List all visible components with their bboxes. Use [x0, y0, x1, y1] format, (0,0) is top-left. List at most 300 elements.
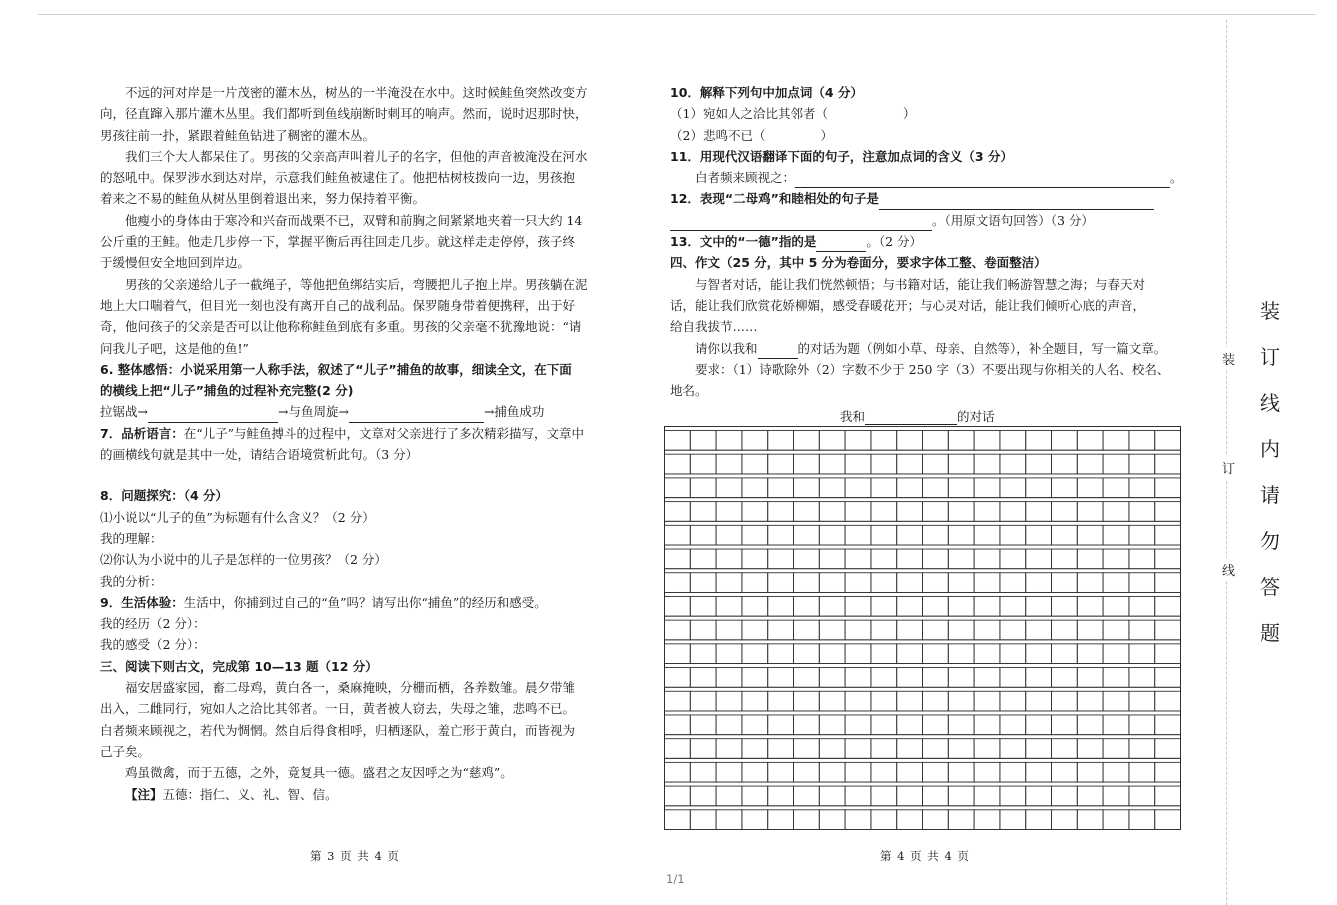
- grid-cell[interactable]: [948, 454, 974, 474]
- grid-cell[interactable]: [845, 810, 871, 830]
- grid-cell[interactable]: [923, 573, 949, 593]
- grid-cell[interactable]: [871, 454, 897, 474]
- grid-cell[interactable]: [948, 478, 974, 498]
- grid-cell[interactable]: [819, 739, 845, 759]
- grid-cell[interactable]: [794, 525, 820, 545]
- grid-cell[interactable]: [1129, 431, 1155, 451]
- grid-cell[interactable]: [1026, 644, 1052, 664]
- grid-cell[interactable]: [1103, 454, 1129, 474]
- grid-cell[interactable]: [897, 620, 923, 640]
- grid-cell[interactable]: [948, 644, 974, 664]
- grid-cell[interactable]: [1129, 762, 1155, 782]
- grid-cell[interactable]: [845, 739, 871, 759]
- grid-cell[interactable]: [1077, 715, 1103, 735]
- grid-cell[interactable]: [974, 762, 1000, 782]
- grid-cell[interactable]: [716, 454, 742, 474]
- grid-row[interactable]: [665, 664, 1181, 688]
- grid-cell[interactable]: [1077, 644, 1103, 664]
- grid-cell[interactable]: [1129, 786, 1155, 806]
- grid-cell[interactable]: [1052, 478, 1078, 498]
- grid-cell[interactable]: [871, 668, 897, 688]
- grid-cell[interactable]: [1052, 644, 1078, 664]
- grid-cell[interactable]: [768, 786, 794, 806]
- grid-cell[interactable]: [768, 644, 794, 664]
- grid-cell[interactable]: [665, 478, 691, 498]
- grid-cell[interactable]: [819, 431, 845, 451]
- grid-cell[interactable]: [845, 762, 871, 782]
- grid-cell[interactable]: [923, 739, 949, 759]
- grid-cell[interactable]: [819, 668, 845, 688]
- grid-cell[interactable]: [1129, 596, 1155, 616]
- grid-cell[interactable]: [871, 620, 897, 640]
- grid-row[interactable]: [665, 758, 1181, 782]
- grid-cell[interactable]: [794, 454, 820, 474]
- grid-cell[interactable]: [1129, 454, 1155, 474]
- grid-cell[interactable]: [1129, 810, 1155, 830]
- grid-cell[interactable]: [819, 762, 845, 782]
- grid-cell[interactable]: [768, 549, 794, 569]
- grid-cell[interactable]: [1129, 739, 1155, 759]
- grid-cell[interactable]: [768, 525, 794, 545]
- grid-cell[interactable]: [690, 810, 716, 830]
- grid-cell[interactable]: [819, 478, 845, 498]
- grid-cell[interactable]: [1000, 810, 1026, 830]
- grid-cell[interactable]: [819, 810, 845, 830]
- grid-cell[interactable]: [1155, 431, 1181, 451]
- grid-cell[interactable]: [1026, 810, 1052, 830]
- grid-cell[interactable]: [1026, 454, 1052, 474]
- answer-blank[interactable]: [816, 237, 866, 252]
- grid-cell[interactable]: [923, 596, 949, 616]
- grid-row[interactable]: [665, 474, 1181, 498]
- grid-cell[interactable]: [794, 668, 820, 688]
- grid-cell[interactable]: [1026, 478, 1052, 498]
- grid-cell[interactable]: [742, 478, 768, 498]
- grid-cell[interactable]: [948, 502, 974, 522]
- answer-blank[interactable]: [795, 173, 1170, 188]
- grid-cell[interactable]: [974, 810, 1000, 830]
- grid-cell[interactable]: [716, 549, 742, 569]
- grid-cell[interactable]: [1155, 786, 1181, 806]
- grid-cell[interactable]: [1052, 454, 1078, 474]
- grid-cell[interactable]: [1026, 715, 1052, 735]
- grid-cell[interactable]: [1026, 596, 1052, 616]
- grid-cell[interactable]: [665, 620, 691, 640]
- grid-cell[interactable]: [716, 478, 742, 498]
- grid-cell[interactable]: [871, 691, 897, 711]
- grid-row[interactable]: [665, 640, 1181, 664]
- grid-cell[interactable]: [897, 715, 923, 735]
- grid-cell[interactable]: [1077, 431, 1103, 451]
- grid-cell[interactable]: [871, 644, 897, 664]
- grid-cell[interactable]: [819, 454, 845, 474]
- grid-cell[interactable]: [1103, 644, 1129, 664]
- grid-cell[interactable]: [897, 525, 923, 545]
- grid-cell[interactable]: [1000, 596, 1026, 616]
- grid-cell[interactable]: [1052, 549, 1078, 569]
- grid-cell[interactable]: [1000, 715, 1026, 735]
- grid-cell[interactable]: [742, 620, 768, 640]
- grid-cell[interactable]: [690, 596, 716, 616]
- grid-cell[interactable]: [716, 691, 742, 711]
- grid-cell[interactable]: [1155, 715, 1181, 735]
- grid-cell[interactable]: [768, 762, 794, 782]
- grid-cell[interactable]: [871, 525, 897, 545]
- grid-cell[interactable]: [716, 715, 742, 735]
- grid-row[interactable]: [665, 521, 1181, 545]
- grid-cell[interactable]: [1000, 502, 1026, 522]
- grid-cell[interactable]: [742, 525, 768, 545]
- grid-cell[interactable]: [742, 573, 768, 593]
- grid-cell[interactable]: [1026, 502, 1052, 522]
- grid-cell[interactable]: [665, 715, 691, 735]
- grid-cell[interactable]: [923, 786, 949, 806]
- grid-cell[interactable]: [1155, 739, 1181, 759]
- grid-cell[interactable]: [665, 431, 691, 451]
- grid-cell[interactable]: [1155, 573, 1181, 593]
- grid-row[interactable]: [665, 711, 1181, 735]
- grid-cell[interactable]: [1052, 431, 1078, 451]
- grid-cell[interactable]: [974, 786, 1000, 806]
- grid-cell[interactable]: [1052, 525, 1078, 545]
- grid-cell[interactable]: [768, 502, 794, 522]
- grid-row[interactable]: [665, 498, 1181, 522]
- grid-cell[interactable]: [1103, 620, 1129, 640]
- grid-cell[interactable]: [690, 573, 716, 593]
- grid-cell[interactable]: [1026, 691, 1052, 711]
- grid-cell[interactable]: [845, 573, 871, 593]
- grid-cell[interactable]: [1052, 715, 1078, 735]
- grid-cell[interactable]: [897, 502, 923, 522]
- grid-cell[interactable]: [794, 502, 820, 522]
- grid-cell[interactable]: [948, 573, 974, 593]
- grid-cell[interactable]: [923, 502, 949, 522]
- grid-cell[interactable]: [948, 810, 974, 830]
- grid-cell[interactable]: [1103, 810, 1129, 830]
- grid-cell[interactable]: [1026, 739, 1052, 759]
- grid-cell[interactable]: [1077, 739, 1103, 759]
- grid-cell[interactable]: [871, 762, 897, 782]
- grid-cell[interactable]: [1077, 786, 1103, 806]
- grid-cell[interactable]: [923, 431, 949, 451]
- grid-cell[interactable]: [716, 502, 742, 522]
- grid-cell[interactable]: [690, 431, 716, 451]
- grid-cell[interactable]: [871, 786, 897, 806]
- grid-cell[interactable]: [742, 644, 768, 664]
- grid-cell[interactable]: [1155, 525, 1181, 545]
- grid-cell[interactable]: [897, 786, 923, 806]
- grid-cell[interactable]: [974, 739, 1000, 759]
- grid-cell[interactable]: [1000, 478, 1026, 498]
- grid-cell[interactable]: [665, 810, 691, 830]
- grid-cell[interactable]: [768, 691, 794, 711]
- grid-cell[interactable]: [665, 691, 691, 711]
- grid-cell[interactable]: [923, 644, 949, 664]
- grid-cell[interactable]: [1129, 502, 1155, 522]
- grid-cell[interactable]: [1129, 573, 1155, 593]
- grid-cell[interactable]: [1103, 431, 1129, 451]
- grid-row[interactable]: [665, 735, 1181, 759]
- grid-cell[interactable]: [871, 715, 897, 735]
- grid-cell[interactable]: [1052, 502, 1078, 522]
- grid-cell[interactable]: [1103, 786, 1129, 806]
- grid-cell[interactable]: [845, 549, 871, 569]
- grid-cell[interactable]: [871, 573, 897, 593]
- grid-cell[interactable]: [897, 691, 923, 711]
- grid-cell[interactable]: [819, 573, 845, 593]
- grid-cell[interactable]: [1129, 668, 1155, 688]
- grid-cell[interactable]: [1000, 525, 1026, 545]
- grid-cell[interactable]: [1026, 573, 1052, 593]
- grid-cell[interactable]: [897, 573, 923, 593]
- grid-cell[interactable]: [948, 739, 974, 759]
- grid-cell[interactable]: [1000, 454, 1026, 474]
- grid-cell[interactable]: [742, 691, 768, 711]
- grid-cell[interactable]: [1000, 431, 1026, 451]
- grid-cell[interactable]: [1052, 786, 1078, 806]
- grid-cell[interactable]: [1155, 691, 1181, 711]
- grid-cell[interactable]: [665, 739, 691, 759]
- grid-cell[interactable]: [897, 668, 923, 688]
- grid-cell[interactable]: [1052, 810, 1078, 830]
- grid-cell[interactable]: [742, 431, 768, 451]
- grid-cell[interactable]: [742, 786, 768, 806]
- grid-cell[interactable]: [742, 739, 768, 759]
- grid-cell[interactable]: [768, 668, 794, 688]
- grid-cell[interactable]: [794, 786, 820, 806]
- grid-cell[interactable]: [1103, 668, 1129, 688]
- grid-cell[interactable]: [845, 596, 871, 616]
- grid-cell[interactable]: [690, 644, 716, 664]
- grid-cell[interactable]: [768, 573, 794, 593]
- grid-cell[interactable]: [1103, 478, 1129, 498]
- grid-cell[interactable]: [716, 525, 742, 545]
- grid-cell[interactable]: [897, 454, 923, 474]
- grid-cell[interactable]: [794, 431, 820, 451]
- grid-cell[interactable]: [871, 739, 897, 759]
- grid-cell[interactable]: [1155, 596, 1181, 616]
- grid-cell[interactable]: [794, 762, 820, 782]
- grid-cell[interactable]: [690, 454, 716, 474]
- grid-cell[interactable]: [948, 596, 974, 616]
- grid-cell[interactable]: [665, 573, 691, 593]
- grid-cell[interactable]: [1129, 691, 1155, 711]
- grid-cell[interactable]: [1000, 573, 1026, 593]
- grid-cell[interactable]: [716, 596, 742, 616]
- grid-cell[interactable]: [1026, 762, 1052, 782]
- grid-cell[interactable]: [1103, 596, 1129, 616]
- grid-cell[interactable]: [665, 454, 691, 474]
- grid-cell[interactable]: [742, 549, 768, 569]
- grid-cell[interactable]: [716, 762, 742, 782]
- grid-row[interactable]: [665, 616, 1181, 640]
- grid-cell[interactable]: [1077, 549, 1103, 569]
- grid-cell[interactable]: [794, 573, 820, 593]
- grid-cell[interactable]: [819, 691, 845, 711]
- grid-cell[interactable]: [923, 668, 949, 688]
- grid-cell[interactable]: [1129, 620, 1155, 640]
- grid-cell[interactable]: [794, 620, 820, 640]
- grid-cell[interactable]: [1000, 620, 1026, 640]
- grid-cell[interactable]: [665, 644, 691, 664]
- grid-cell[interactable]: [690, 739, 716, 759]
- grid-cell[interactable]: [845, 502, 871, 522]
- grid-cell[interactable]: [1077, 596, 1103, 616]
- grid-cell[interactable]: [1000, 762, 1026, 782]
- grid-cell[interactable]: [742, 596, 768, 616]
- grid-cell[interactable]: [1077, 810, 1103, 830]
- grid-cell[interactable]: [1103, 715, 1129, 735]
- grid-cell[interactable]: [819, 715, 845, 735]
- grid-svg[interactable]: [664, 426, 1181, 830]
- grid-cell[interactable]: [871, 810, 897, 830]
- grid-cell[interactable]: [923, 525, 949, 545]
- grid-cell[interactable]: [1155, 810, 1181, 830]
- grid-cell[interactable]: [1129, 644, 1155, 664]
- grid-cell[interactable]: [1155, 502, 1181, 522]
- grid-cell[interactable]: [768, 596, 794, 616]
- grid-cell[interactable]: [948, 691, 974, 711]
- answer-blank[interactable]: [758, 344, 798, 359]
- grid-cell[interactable]: [1000, 691, 1026, 711]
- grid-cell[interactable]: [1077, 573, 1103, 593]
- grid-cell[interactable]: [1103, 502, 1129, 522]
- grid-cell[interactable]: [1155, 620, 1181, 640]
- grid-cell[interactable]: [716, 620, 742, 640]
- grid-cell[interactable]: [1052, 691, 1078, 711]
- grid-cell[interactable]: [1155, 644, 1181, 664]
- grid-cell[interactable]: [897, 762, 923, 782]
- grid-cell[interactable]: [1155, 668, 1181, 688]
- grid-cell[interactable]: [716, 644, 742, 664]
- grid-cell[interactable]: [1155, 549, 1181, 569]
- grid-cell[interactable]: [948, 762, 974, 782]
- grid-cell[interactable]: [923, 715, 949, 735]
- grid-cell[interactable]: [948, 431, 974, 451]
- grid-row[interactable]: [665, 427, 1181, 451]
- grid-cell[interactable]: [1155, 454, 1181, 474]
- grid-cell[interactable]: [871, 549, 897, 569]
- grid-cell[interactable]: [845, 431, 871, 451]
- grid-cell[interactable]: [897, 596, 923, 616]
- grid-cell[interactable]: [871, 502, 897, 522]
- grid-cell[interactable]: [1052, 762, 1078, 782]
- grid-cell[interactable]: [768, 431, 794, 451]
- grid-cell[interactable]: [1052, 596, 1078, 616]
- grid-cell[interactable]: [923, 454, 949, 474]
- grid-cell[interactable]: [1103, 762, 1129, 782]
- grid-cell[interactable]: [845, 525, 871, 545]
- grid-cell[interactable]: [1077, 668, 1103, 688]
- grid-cell[interactable]: [1129, 525, 1155, 545]
- grid-row[interactable]: [665, 545, 1181, 569]
- composition-grid[interactable]: [664, 426, 1181, 830]
- grid-cell[interactable]: [948, 715, 974, 735]
- grid-cell[interactable]: [897, 739, 923, 759]
- grid-cell[interactable]: [974, 525, 1000, 545]
- grid-cell[interactable]: [1026, 668, 1052, 688]
- grid-cell[interactable]: [1052, 739, 1078, 759]
- grid-cell[interactable]: [923, 620, 949, 640]
- grid-cell[interactable]: [974, 715, 1000, 735]
- grid-cell[interactable]: [1077, 525, 1103, 545]
- grid-cell[interactable]: [819, 549, 845, 569]
- grid-cell[interactable]: [845, 644, 871, 664]
- grid-cell[interactable]: [1103, 691, 1129, 711]
- grid-cell[interactable]: [742, 715, 768, 735]
- grid-row[interactable]: [665, 592, 1181, 616]
- grid-cell[interactable]: [819, 620, 845, 640]
- grid-cell[interactable]: [845, 786, 871, 806]
- grid-cell[interactable]: [845, 620, 871, 640]
- answer-blank[interactable]: [148, 408, 278, 423]
- grid-row[interactable]: [665, 806, 1181, 830]
- grid-cell[interactable]: [974, 502, 1000, 522]
- grid-cell[interactable]: [768, 810, 794, 830]
- grid-cell[interactable]: [819, 525, 845, 545]
- grid-row[interactable]: [665, 450, 1181, 474]
- grid-cell[interactable]: [794, 644, 820, 664]
- grid-cell[interactable]: [974, 431, 1000, 451]
- grid-cell[interactable]: [1026, 525, 1052, 545]
- grid-cell[interactable]: [690, 525, 716, 545]
- grid-cell[interactable]: [1077, 454, 1103, 474]
- grid-cell[interactable]: [794, 596, 820, 616]
- grid-cell[interactable]: [974, 596, 1000, 616]
- grid-cell[interactable]: [897, 478, 923, 498]
- grid-cell[interactable]: [690, 691, 716, 711]
- grid-cell[interactable]: [897, 810, 923, 830]
- grid-cell[interactable]: [794, 739, 820, 759]
- grid-row[interactable]: [665, 569, 1181, 593]
- title-blank[interactable]: [865, 410, 957, 425]
- grid-cell[interactable]: [1052, 573, 1078, 593]
- grid-cell[interactable]: [690, 668, 716, 688]
- grid-cell[interactable]: [768, 739, 794, 759]
- grid-cell[interactable]: [923, 691, 949, 711]
- grid-cell[interactable]: [665, 786, 691, 806]
- grid-cell[interactable]: [845, 478, 871, 498]
- grid-cell[interactable]: [1103, 573, 1129, 593]
- grid-cell[interactable]: [1077, 478, 1103, 498]
- grid-cell[interactable]: [768, 478, 794, 498]
- grid-cell[interactable]: [948, 549, 974, 569]
- grid-cell[interactable]: [948, 668, 974, 688]
- grid-cell[interactable]: [794, 478, 820, 498]
- grid-cell[interactable]: [974, 478, 1000, 498]
- grid-cell[interactable]: [845, 668, 871, 688]
- grid-cell[interactable]: [794, 810, 820, 830]
- grid-cell[interactable]: [1103, 739, 1129, 759]
- grid-cell[interactable]: [716, 573, 742, 593]
- grid-cell[interactable]: [665, 525, 691, 545]
- answer-blank[interactable]: [349, 408, 484, 423]
- grid-cell[interactable]: [690, 478, 716, 498]
- grid-cell[interactable]: [742, 668, 768, 688]
- grid-cell[interactable]: [948, 620, 974, 640]
- grid-cell[interactable]: [690, 549, 716, 569]
- grid-cell[interactable]: [974, 454, 1000, 474]
- grid-cell[interactable]: [794, 715, 820, 735]
- grid-cell[interactable]: [1000, 668, 1026, 688]
- grid-cell[interactable]: [742, 762, 768, 782]
- grid-cell[interactable]: [768, 715, 794, 735]
- grid-cell[interactable]: [690, 502, 716, 522]
- grid-cell[interactable]: [768, 454, 794, 474]
- grid-cell[interactable]: [923, 549, 949, 569]
- grid-cell[interactable]: [665, 502, 691, 522]
- grid-cell[interactable]: [819, 786, 845, 806]
